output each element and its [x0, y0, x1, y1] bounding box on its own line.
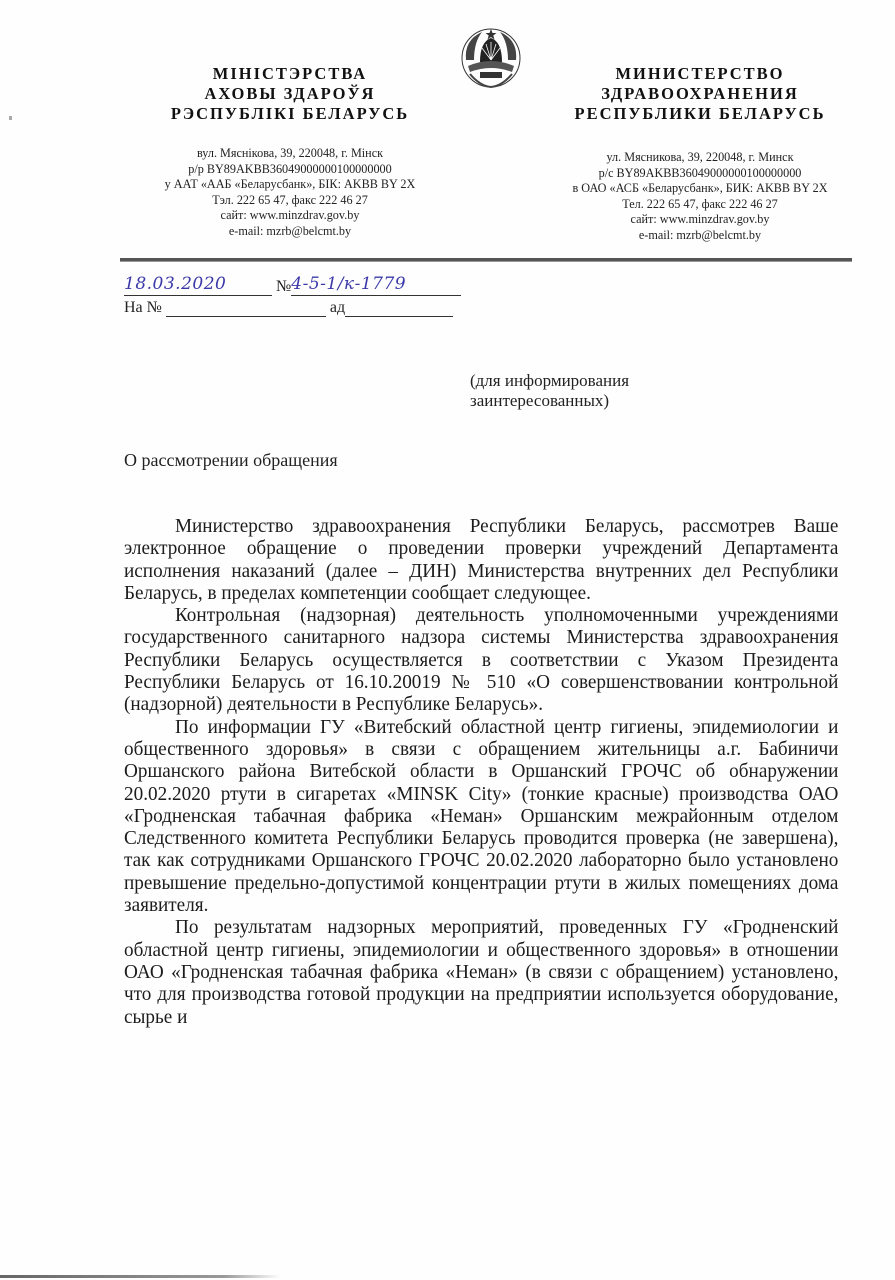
handwritten-number: 4-5-1/к-1779 — [291, 274, 407, 294]
header-divider — [120, 258, 852, 262]
website-line: сайт: www.minzdrav.gov.by — [630, 212, 770, 226]
scan-artifact — [9, 116, 12, 120]
website-line: сайт: www.minzdrav.gov.by — [220, 208, 360, 222]
address-line: вул. Мяснікова, 39, 220048, г. Мінск — [196, 146, 384, 160]
phone-line: Тел. 222 65 47, факс 222 46 27 — [622, 196, 778, 211]
reply-date-blank — [345, 300, 453, 317]
org-title-line: ЗДРАВООХРАНЕНИЯ — [601, 84, 799, 103]
from-label: ад — [329, 299, 346, 316]
letter-body — [124, 510, 853, 1029]
reply-to-label: На № — [124, 299, 162, 316]
email-line: e-mail: mzrb@belcmt.by — [638, 227, 762, 242]
bank-account-line: р/с BY89AKBB36049000000100000000 — [598, 165, 802, 180]
body-paragraph: По результатам надзорных мероприятий, проведенных ГУ «Гродненский областной центр гигиены, эпидемиологии и общественного здоровья» в отношении ОАО «Гродненская табачная фабрика «Неман» (в связи с обращением) установлено, что для производства готовой продукции на предприятии используется оборудование, сырье и — [124, 917, 839, 1028]
org-title-be — [130, 64, 450, 124]
number-field — [291, 275, 461, 296]
addressee — [470, 371, 629, 411]
body-paragraph: Контрольная (надзорная) деятельность уполномоченными учреждениями государственного санитарного надзора системы Министерства здравоохранения Республики Беларусь осуществляется в соответствии с Указом Президента Республики Беларусь от 16.10.20019 № 510 «О совершенствовании контрольной (надзорной) деятельности в Республике Беларусь». — [124, 605, 839, 716]
bank-line: в ОАО «АСБ «Беларусбанк», БИК: AKBB BY 2X — [572, 181, 828, 195]
org-title-ru — [535, 64, 865, 124]
org-details-be — [130, 146, 450, 239]
handwritten-date: 18.03.2020 — [124, 274, 227, 294]
addressee-line: (для информирования — [470, 371, 630, 390]
body-paragraph: Министерство здравоохранения Республики Беларусь, рассмотрев Ваше электронное обращение о проведении проверки учреждений Департамента исполнения наказаний (далее – ДИН) Министерства внутренних дел Республики Беларусь, в пределах компетенции сообщает следующее. — [124, 516, 839, 604]
header-left-belarusian — [130, 64, 450, 239]
header-right-russian — [535, 64, 865, 243]
registration-row — [124, 275, 461, 296]
org-title-line: РЕСПУБЛИКИ БЕЛАРУСЬ — [574, 104, 826, 123]
reply-number-blank — [166, 300, 326, 317]
body-paragraph: По информации ГУ «Витебский областной центр гигиены, эпидемиологии и общественного здоровья» в связи с обращением жительницы а.г. Бабиничи Оршанского района Витебской области в Оршанский ГРОЧС об обнаружении 20.02.2020 ртути в сигаретах «MINSK City» (тонкие красные) производства ОАО «Гродненская табачная фабрика «Неман» Оршанским межрайонным отделом Следственного комитета Республики Беларусь проводится проверка (не завершена), так как сотрудниками Оршанского ГРОЧС 20.02.2020 лабораторно было установлено превышение предельно-допустимой концентрации ртути в жилых помещениях дома заявителя. — [124, 716, 839, 917]
org-title-line: МИНИСТЕРСТВО — [615, 64, 785, 83]
addressee-line: заинтересованных) — [470, 391, 610, 410]
phone-line: Тэл. 222 65 47, факс 222 46 27 — [212, 192, 368, 207]
date-field — [124, 275, 272, 296]
org-details-ru — [535, 150, 865, 243]
org-title-line: МІНІСТЭРСТВА — [212, 64, 368, 83]
reply-reference-row — [124, 299, 453, 317]
bank-line: у ААТ «ААБ «Беларусбанк», БІК: AKBB BY 2X — [164, 177, 416, 191]
address-line: ул. Мясникова, 39, 220048, г. Минск — [606, 150, 794, 164]
number-label: № — [276, 278, 292, 295]
state-emblem-icon — [460, 26, 522, 92]
subject-line: О рассмотрении обращения — [124, 450, 338, 470]
org-title-line: АХОВЫ ЗДАРОЎЯ — [204, 84, 376, 103]
email-line: e-mail: mzrb@belcmt.by — [228, 223, 352, 238]
bank-account-line: р/р BY89AKBB36049000000100000000 — [188, 161, 392, 176]
org-title-line: РЭСПУБЛІКІ БЕЛАРУСЬ — [170, 104, 410, 123]
scan-edge — [0, 1275, 280, 1278]
